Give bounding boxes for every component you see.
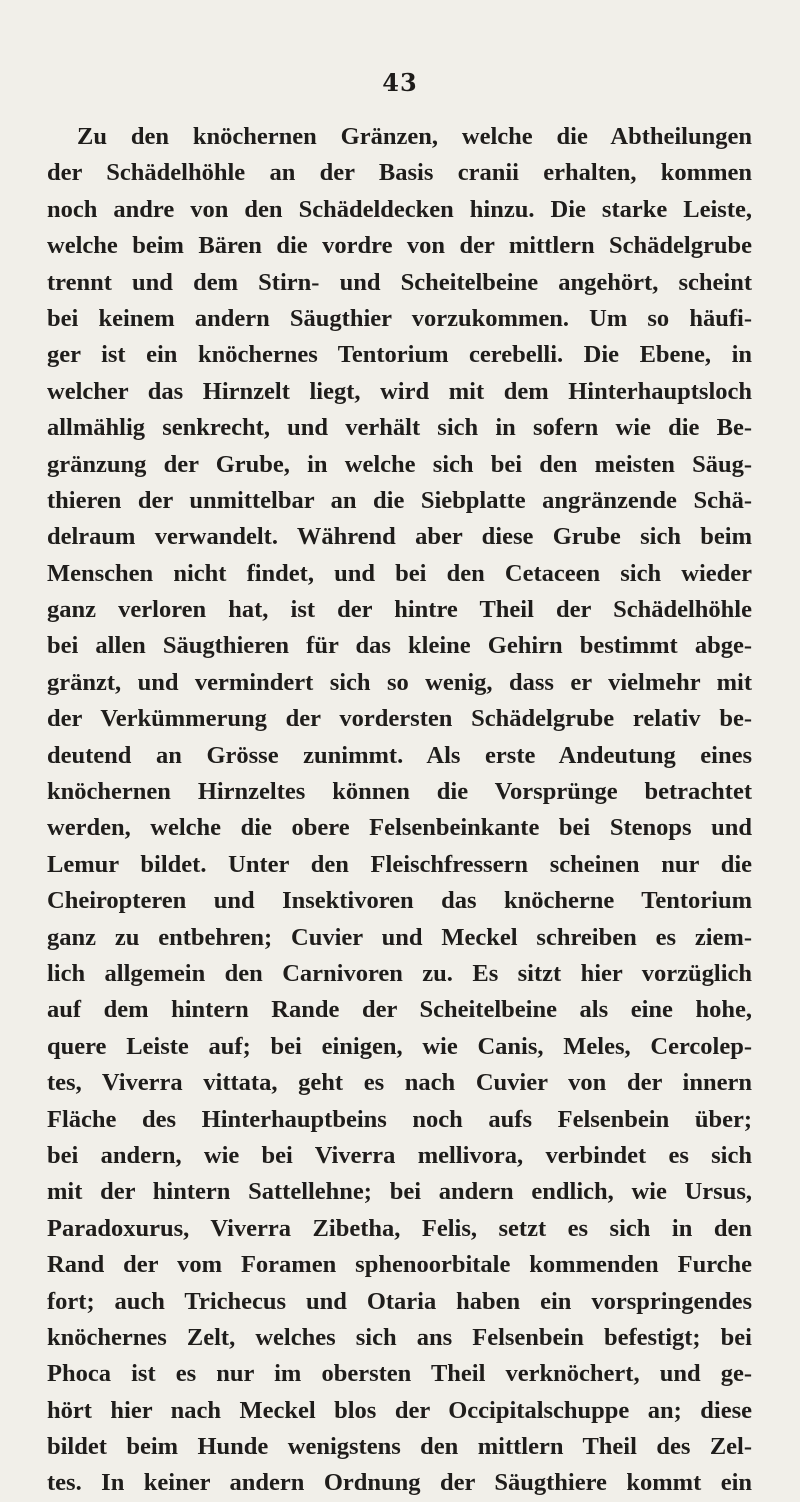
text-line: allmählig senkrecht, und verhält sich in sofern wie die Be- [47, 414, 752, 442]
text-line: welche beim Bären die vordre von der mittlern Schädelgrube [47, 232, 752, 260]
text-line: knöchernen Hirnzeltes können die Vorsprünge betrachtet [47, 778, 752, 806]
text-line: welcher das Hirnzelt liegt, wird mit dem Hinterhauptsloch [47, 377, 752, 405]
text-line: lich allgemein den Carnivoren zu. Es sitzt hier vorzüglich [47, 959, 752, 987]
text-line: delraum verwandelt. Während aber diese Grube sich beim [47, 523, 752, 551]
text-line: Zu den knöchernen Gränzen, welche die Abtheilungen [77, 123, 752, 150]
text-line: noch andre von den Schädeldecken hinzu. Die starke Leiste, [47, 195, 752, 223]
text-line: deutend an Grösse zunimmt. Als erste Andeutung eines [47, 741, 752, 769]
text-line: Lemur bildet. Unter den Fleischfressern scheinen nur die [47, 850, 752, 878]
text-line: thieren der unmittelbar an die Siebplatte angränzende Schä- [47, 486, 752, 514]
text-line: Fläche des Hinterhauptbeins noch aufs Felsenbein über; [47, 1105, 752, 1133]
text-line: ger ist ein knöchernes Tentorium cerebelli. Die Ebene, in [47, 341, 752, 369]
text-line: Phoca ist es nur im obersten Theil verknöchert, und ge- [47, 1360, 752, 1388]
text-line: Paradoxurus, Viverra Zibetha, Felis, setzt es sich in den [47, 1214, 752, 1242]
text-line: hört hier nach Meckel blos der Occipitalschuppe an; diese [47, 1396, 752, 1424]
text-line: Rand der vom Foramen sphenoorbitale kommenden Furche [47, 1251, 752, 1279]
text-line: Cheiropteren und Insektivoren das knöcherne Tentorium [47, 887, 752, 915]
body-paragraph [47, 119, 752, 1502]
text-line: bei keinem andern Säugthier vorzukommen. Um so häufi- [47, 304, 752, 332]
text-line: bildet beim Hunde wenigstens den mittlern Theil des Zel- [47, 1433, 752, 1461]
text-line: gränzung der Grube, in welche sich bei den meisten Säug- [47, 450, 752, 478]
text-line: tes. In keiner andern Ordnung der Säugthiere kommt ein [47, 1469, 752, 1497]
text-line: bei andern, wie bei Viverra mellivora, verbindet es sich [47, 1141, 752, 1169]
text-line: gränzt, und vermindert sich so wenig, dass er vielmehr mit [47, 668, 752, 696]
text-line: auf dem hintern Rande der Scheitelbeine als eine hohe, [47, 996, 752, 1024]
text-line: ganz zu entbehren; Cuvier und Meckel schreiben es ziem- [47, 923, 752, 951]
text-line: knöchernes Zelt, welches sich ans Felsenbein befestigt; bei [47, 1323, 752, 1351]
text-line: mit der hintern Sattellehne; bei andern endlich, wie Ursus, [47, 1178, 752, 1206]
text-line: werden, welche die obere Felsenbeinkante bei Stenops und [47, 814, 752, 842]
text-line: ganz verloren hat, ist der hintre Theil der Schädelhöhle [47, 596, 752, 624]
text-line: trennt und dem Stirn- und Scheitelbeine angehört, scheint [47, 268, 752, 296]
text-line: der Schädelhöhle an der Basis cranii erhalten, kommen [47, 159, 752, 187]
page-number: 43 [382, 68, 418, 97]
text-line: Menschen nicht findet, und bei den Cetaceen sich wieder [47, 559, 752, 587]
text-line: bei allen Säugthieren für das kleine Gehirn bestimmt abge- [47, 632, 752, 660]
text-line: der Verkümmerung der vordersten Schädelgrube relativ be- [47, 705, 752, 733]
text-line: fort; auch Trichecus und Otaria haben ein vorspringendes [47, 1287, 752, 1315]
text-line: quere Leiste auf; bei einigen, wie Canis, Meles, Cercolep- [47, 1032, 752, 1060]
text-line: tes, Viverra vittata, geht es nach Cuvier von der innern [47, 1069, 752, 1097]
